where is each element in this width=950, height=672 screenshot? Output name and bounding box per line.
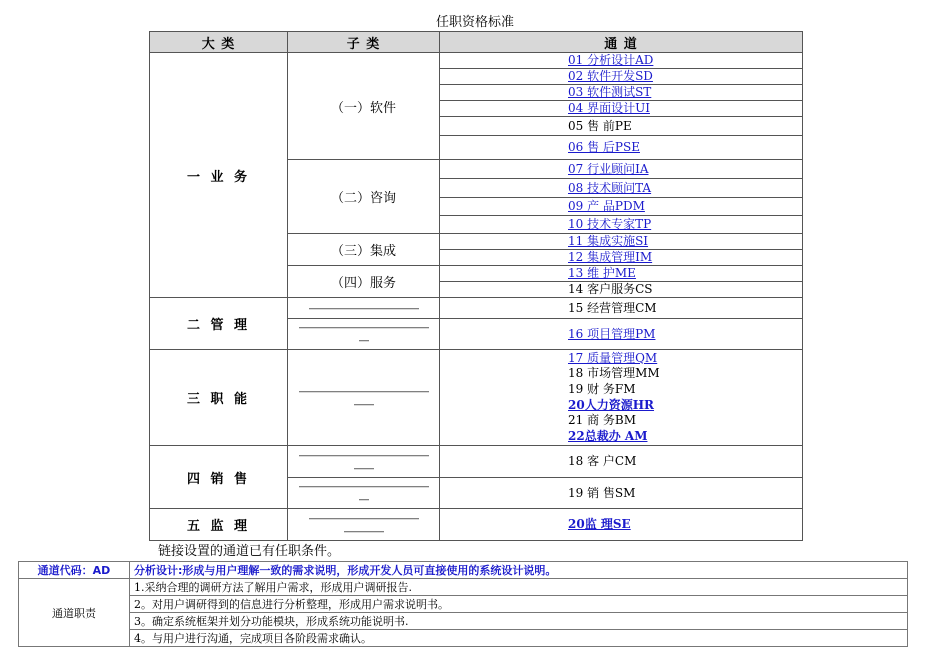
header-channel: 通 道: [440, 32, 803, 53]
channel-link-10[interactable]: 10 技术专家TP: [568, 217, 652, 231]
channel-detail-table: [18, 561, 908, 647]
channel-link-11[interactable]: 11 集成实施SI: [568, 234, 649, 248]
channel-19: 19 财 务FM: [568, 381, 636, 396]
subcategory-integration: （三）集成: [288, 234, 440, 266]
subcategory-placeholder: ————————————— —: [288, 478, 440, 509]
channel-15: 15 经营管理CM: [568, 300, 657, 315]
category-business: 一 业 务: [150, 53, 288, 298]
category-management: 二 管 理: [150, 298, 288, 350]
channel-link-06[interactable]: 06 售 后PSE: [568, 140, 640, 154]
channel-link-09[interactable]: 09 产 品PDM: [568, 199, 645, 213]
channel-link-supervision[interactable]: 20监 理SE: [568, 517, 631, 531]
channel-link-12[interactable]: 12 集成管理IM: [568, 250, 653, 264]
channel-18: 18 市场管理MM: [568, 366, 660, 381]
page-title: 任职资格标准: [435, 15, 514, 30]
subcategory-service: （四）服务: [288, 266, 440, 298]
header-subcategory: 子 类: [288, 32, 440, 53]
channel-link-17[interactable]: 17 质量管理QM: [568, 350, 658, 365]
channel-link-07[interactable]: 07 行业顾问IA: [568, 161, 649, 176]
channel-link-03[interactable]: 03 软件测试ST: [568, 85, 652, 99]
subcategory-placeholder: ————————————— —: [288, 319, 440, 350]
subcategory-placeholder: ———————————: [288, 298, 440, 319]
link-note: 链接设置的通道已有任职条件。: [158, 544, 341, 559]
subcategory-consulting: （二）咨询: [288, 160, 440, 234]
sales-channel-19: 19 销 售SM: [568, 485, 636, 500]
subcategory-placeholder: ————————————— ——: [288, 446, 440, 478]
subcategory-placeholder: ————————————— ——: [288, 350, 440, 446]
category-function: 三 职 能: [150, 350, 288, 446]
header-row: [150, 32, 803, 53]
channel-code-description: 分析设计:形成与用户理解一致的需求说明，形成开发人员可直接使用的系统设计说明。: [130, 562, 908, 579]
channel-link-22[interactable]: 22总裁办 AM: [568, 428, 648, 443]
channel-link-01[interactable]: 01 分析设计AD: [568, 53, 654, 67]
channel-link-02[interactable]: 02 软件开发SD: [568, 69, 653, 83]
sales-channel-18: 18 客 户CM: [568, 454, 637, 468]
channel-link-13[interactable]: 13 维 护ME: [568, 266, 636, 280]
category-sales: 四 销 售: [150, 446, 288, 509]
channel-link-04[interactable]: 04 界面设计UI: [568, 101, 650, 115]
subcategory-placeholder: ——————————— ————: [288, 509, 440, 541]
channel-link-16[interactable]: 16 项目管理PM: [568, 326, 656, 341]
function-channel-list: [440, 350, 803, 446]
header-category: 大 类: [150, 32, 288, 53]
channel-duty-label: 通道职责: [19, 579, 130, 647]
channel-duty-item: 4。与用户进行沟通，完成项目各阶段需求确认。: [130, 630, 908, 647]
subcategory-software: （一）软件: [288, 53, 440, 160]
channel-code-label: 通道代码：AD: [19, 562, 130, 579]
channel-duty-item: 3。确定系统框架并划分功能模块，形成系统功能说明书.: [130, 613, 908, 630]
channel-21: 21 商 务BM: [568, 413, 637, 428]
channel-14: 14 客户服务CS: [568, 282, 653, 296]
channel-05: 05 售 前PE: [568, 118, 632, 133]
qualification-standard-table: [149, 31, 803, 541]
channel-duty-item: 2。对用户调研得到的信息进行分析整理，形成用户需求说明书。: [130, 596, 908, 613]
channel-link-20[interactable]: 20人力资源HR: [568, 397, 655, 412]
category-supervision: 五 监 理: [150, 509, 288, 541]
channel-link-08[interactable]: 08 技术顾问TA: [568, 180, 652, 195]
channel-duty-item: 1.采纳合理的调研方法了解用户需求，形成用户调研报告.: [130, 579, 908, 596]
